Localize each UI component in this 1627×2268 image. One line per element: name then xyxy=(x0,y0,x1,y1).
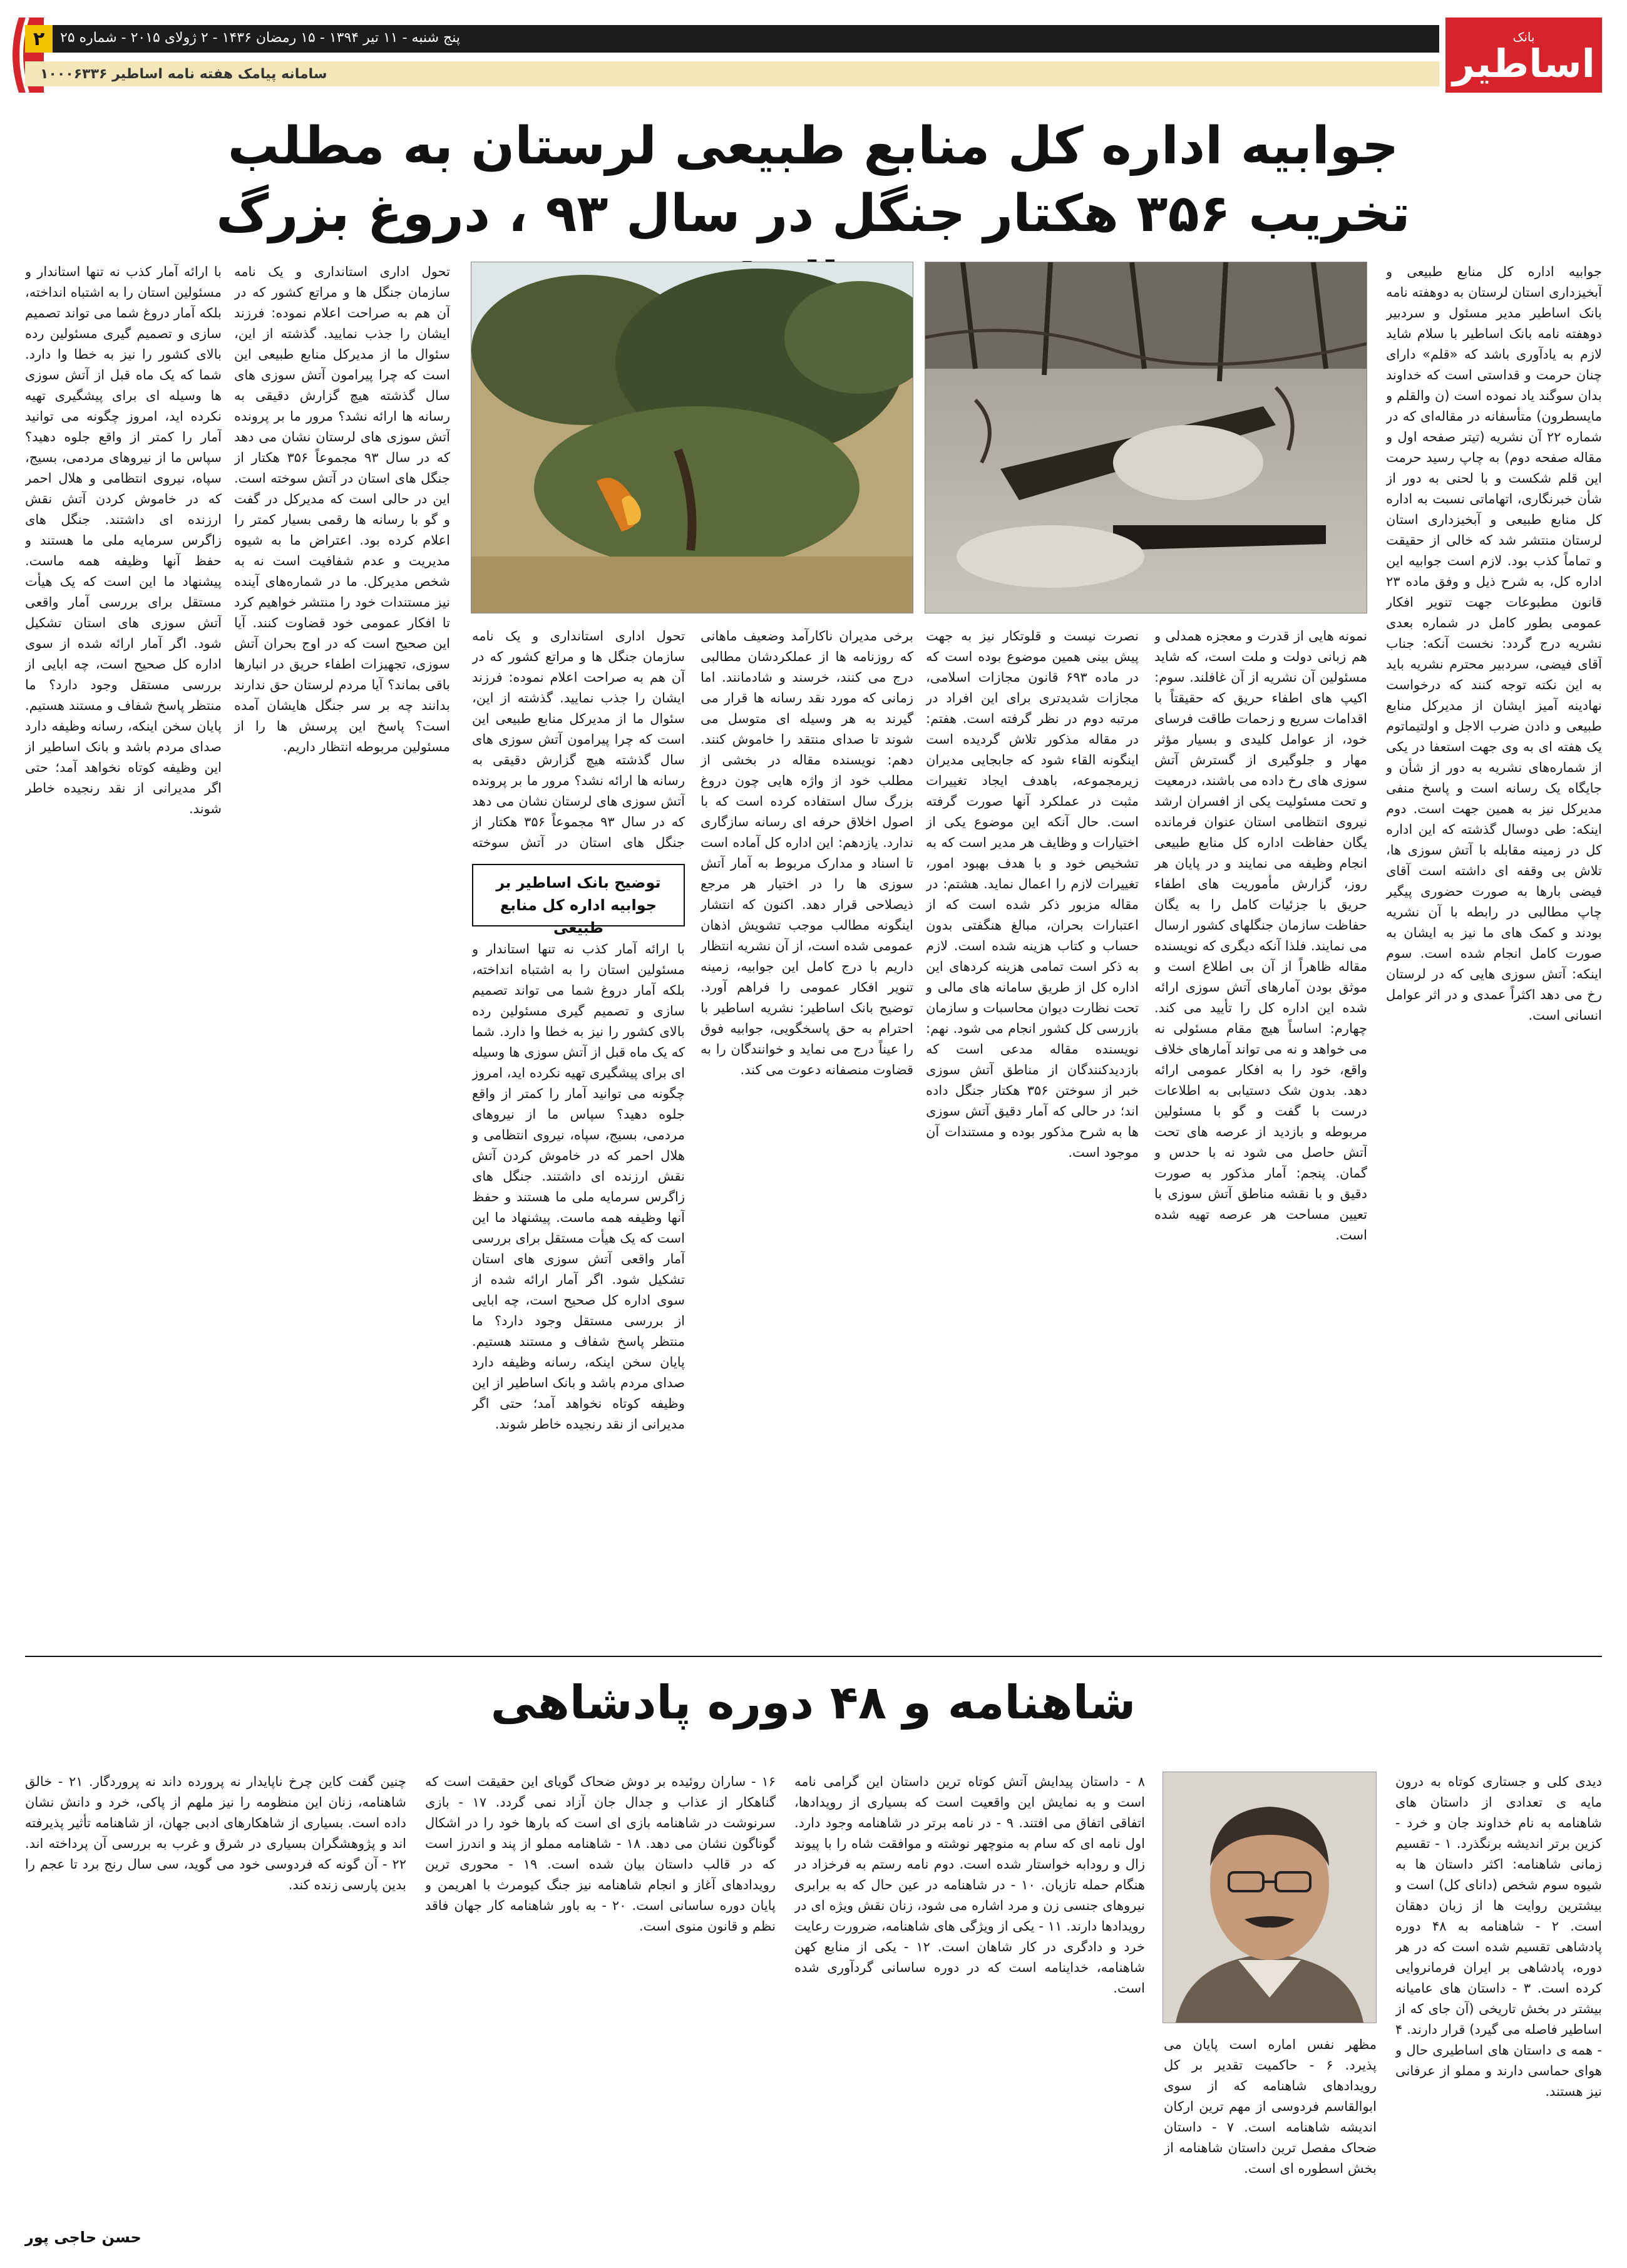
article-column-5-top xyxy=(472,626,685,851)
burnt-forest-image xyxy=(925,262,1367,613)
editor-note-title: توضیح بانک اساطیر بر جوابیه اداره کل منابع طبیعی xyxy=(496,874,661,936)
column-text: برخی مدیران ناکارآمد وضعیف ماهانی که روزنامه ها از عملکردشان مطالبی درج می کنند، خرسند و شادمانند. اما زمانی که مورد نقد رسانه ها قرار می گیرند به هر وسیله ای متوسل می شوند تا صدای منتقد را خاموش کنند. دهم: نویسنده مقاله در بخشی از مطلب خود از واژه هایی چون دروغ بزرگ سال استفاده کرده است که با اصول اخلاق حرفه ای رسانه سازگاری ندارد. یازدهم: این اداره کل آماده است تا اسناد و مدارک مربوط به آمار آتش سوزی ها را در اختیار هر مرجع ذیصلاحی قرار دهد. اکنون که انتشار اینگونه مطالب موجب تشویش اذهان عمومی شده است، از آن نشریه انتظار داریم با درج کامل این جوابیه، زمینه تنویر افکار عمومی را فراهم آورد. توضیح بانک اساطیر: نشریه اساطیر با احترام به حق پاسخگویی، جوابیه فوق را عیناً درج می نماید و خوانندگان را به قضاوت منصفانه دعوت می کند. xyxy=(701,629,913,1077)
tree-fire-photo xyxy=(471,262,913,613)
article2-column-4 xyxy=(425,1772,776,2254)
page-number: ۲ xyxy=(25,25,53,53)
article-column-4 xyxy=(701,626,913,1640)
column-text: با ارائه آمار کذب نه تنها استاندار و مسئولین استان را به اشتباه انداخته، بلکه آمار دروغ شما می تواند تصمیم سازی و تصمیم گیری مسئولین رده بالای کشور را نیز به خطا وا دارد. شما که یک ماه قبل از آتش سوزی ها وسیله ای برای پیشگیری تهیه نکرده اید، امروز چگونه می توانید آمار را کمتر از واقع جلوه دهید؟ سپاس ما از نیروهای مردمی، بسیج، سپاه، نیروی انتظامی و هلال احمر که در خاموش کردن آتش نقش ارزنده ای داشتند. جنگل های زاگرس سرمایه ملی ما هستند و حفظ آنها وظیفه همه ماست. پیشنهاد ما این است که یک هیأت مستقل برای بررسی آمار واقعی آتش سوزی های استان تشکیل شود. اگر آمار ارائه شده از سوی اداره کل صحیح است، چه ابایی از بررسی مستقل وجود دارد؟ ما منتظر پاسخ شفاف و مستند هستیم. پایان سخن اینکه، رسانه وظیفه دارد صدای مردم باشد و بانک اساطیر از این وظیفه کوتاه نخواهد آمد؛ حتی اگر مدیرانی از نقد رنجیده خاطر شوند. xyxy=(25,264,222,816)
column-text: جوابیه اداره کل منابع طبیعی و آبخیزداری استان لرستان به دوهفته نامه بانک اساطیر مدیر مسئول و سردبیر دوهفته نامه بانک اساطیر با سلام شاید لازم به یادآوری باشد که «قلم» دارای چنان حرمت و قداستی است که خداوند بدان سوگند یاد نموده است (ن والقلم و مایسطرون) متأسفانه در مقاله‌ای که در شماره ۲۲ آن نشریه (تیتر صفحه اول و مقاله صفحه دوم) به چاپ رسید حرمت این قلم شکست و با لحنی به دور از شأن خبرنگاری، اتهاماتی نسبت به اداره کل منابع طبیعی و آبخیزداری استان لرستان منتشر شد که خالی از حقیقت و تماماً کذب بود. لازم است جوابیه این اداره کل، به شرح ذیل و وفق ماده ۲۳ قانون مطبوعات جهت تنویر افکار عمومی بطور کامل در شماره بعدی نشریه درج گردد: نخست آنکه: جناب آقای فیضی، سردبیر محترم نشریه باید به این نکته توجه کنند که درخواست نهادینه آمیز ایشان از مدیرکل منابع طبیعی و دادن ضرب الاجل و اولتیماتوم یک هفته ای به وی جهت استعفا در یکی از شماره‌های نشریه به دور از شأن و جایگاه یک رسانه است و پاسخ منفی مدیرکل نیز به همین جهت است. دوم اینکه: طی دوسال گذشته که این اداره کل در زمینه مقابله با آتش سوزی ها، تلاش بی وقفه ای داشته است آقای فیضی بارها به صورت حضوری پیگیر چاپ مطالبی در رابطه با آن نشریه بودند و کمک های ما نیز به ایشان به صورت کامل انجام شده است. سوم اینکه: آتش سوزی هایی که در لرستان رخ می دهد اکثراً عمدی و در اثر عوامل انسانی است. xyxy=(1386,264,1602,1023)
section-divider xyxy=(25,1656,1602,1657)
brand-name: اساطیر xyxy=(1452,41,1595,86)
masthead xyxy=(25,18,1602,93)
article2-column-3 xyxy=(794,1772,1145,2254)
column-text: مظهر نفس اماره است پایان می پذیرد. ۶ - حاکمیت تقدیر بر کل رویدادهای شاهنامه که از سوی ابوالقاسم فردوسی از مهم ترین ارکان اندیشه شاهنامه است. ۷ - داستان ضحاک مفصل ترین داستان شاهنامه از بخش اسطوره ای است. xyxy=(1164,2037,1377,2176)
column-text: نصرت نیست و قلوتکار نیز به جهت پیش بینی همین موضوع بوده است که در ماده ۶۹۳ قانون مجازات اسلامی، مجازات شدیدتری برای این افراد در مرتبه دوم در نظر گرفته است. هفتم: در مقاله مذکور تلاش گردیده است اینگونه القاء شود که جابجایی مدیران زیرمجموعه، باهدف ایجاد تغییرات مثبت در عملکرد آنها صورت گرفته است. حال آنکه این موضوع یکی از اختیارات و وظایف هر مدیر است که به تشخیص خود و با هدف بهبود امور، تغییرات لازم را اعمال نماید. هشتم: در مقاله مزبور ذکر شده است که از اعتبارات بحران، مبالغ هنگفتی بدون حساب و کتاب هزینه شده است. لازم به ذکر است تمامی هزینه کردهای این اداره کل از طریق سامانه های مالی و تحت نظارت دیوان محاسبات و سازمان بازرسی کل کشور انجام می شود. نهم: نویسنده مقاله مدعی است که بازدیدکنندگان از مناطق آتش سوزی خبر از سوختن ۳۵۶ هکتار جنگل داده اند؛ در حالی که آمار دقیق آتش سوزی ها به شرح مذکور بوده و مستندات آن موجود است. xyxy=(926,629,1139,1160)
portrait-image xyxy=(1163,1772,1376,2023)
column-text: چنین گفت کاین چرخ ناپایدار نه پرورده داند نه پروردگار. ۲۱ - خالق شاهنامه، زنان این منظومه را نیز ملهم از پاکی، خرد و دانش نشان داده است. بسیاری از شاهکارهای ادبی جهان، از شاهنامه تأثیر پذیرفته اند و پژوهشگران بسیاری در شرق و غرب به بررسی آن پرداخته اند. ۲۲ - آن گونه که فردوسی خود می گوید، سی سال رنج برد تا عجم را بدین پارسی زنده کند. xyxy=(25,1774,406,1892)
sms-text: سامانه پیامک هفته نامه اساطیر ۱۰۰۰۶۳۳۶ xyxy=(40,66,327,82)
article2-column-1 xyxy=(1395,1772,1602,2254)
column-text: نمونه هایی از قدرت و معجزه همدلی و هم زبانی دولت و ملت است، که شاید مسئولین آن نشریه از آن غافلند. سوم: اکیپ های اطفاء حریق که حقیقتاً با اقدامات سریع و زحمات طاقت فرسای خود، از عوامل کلیدی و بسیار مؤثر مهار و جلوگیری از گسترش آتش سوزی های رخ داده می باشند، درمعیت و تحت مسئولیت یکی از افسران ارشد نیروی انتظامی استان عنوان فرمانده یگان حفاظت اداره کل منابع طبیعی انجام وظیفه می نمایند و در پایان هر روز، گزارش مأموریت های اطفاء حریق با جزئیات کامل را به یگان حفاظت سازمان جنگلهای کشور ارسال می نمایند. فلذا آنکه دیگری که نویسنده مقاله ظاهراً از آن بی اطلاع است و موثق بودن آمارهای آتش سوزی ارائه شده این اداره کل را تأیید می کند. چهارم: اساساً هیچ مقام مسئولی نه می خواهد و نه می تواند آمارهای خلاف واقع، خود را به افکار عمومی ارائه دهد. بدون شک دستیابی به اطلاعات درست با گفت و گو با مسئولین مربوطه و بازدید از عرصه های تحت آتش حاصل می شود نه با حدس و گمان. پنجم: آمار مذکور به صورت دقیق و با نقشه مناطق آتش سوزی با تعیین مساحت هر عرصه تهیه شده است. xyxy=(1154,629,1367,1243)
article-column-2 xyxy=(1154,626,1367,1640)
article2-headline: شاهنامه و ۴۸ دوره پادشاهی xyxy=(490,1676,1136,1730)
article-column-1 xyxy=(1386,262,1602,1639)
article2-column-2 xyxy=(1164,2035,1377,2254)
author-name: حسن حاجی پور xyxy=(25,2229,141,2246)
brand-sub: بانک xyxy=(1512,29,1535,44)
editor-note-box xyxy=(472,864,685,936)
column-text: با ارائه آمار کذب نه تنها استاندار و مسئولین استان را به اشتباه انداخته، بلکه آمار دروغ شما می تواند تصمیم سازی و تصمیم گیری مسئولین رده بالای کشور را نیز به خطا وا دارد. شما که یک ماه قبل از آتش سوزی ها وسیله ای برای پیشگیری تهیه نکرده اید، امروز چگونه می توانید آمار را کمتر از واقع جلوه دهید؟ سپاس ما از نیروهای مردمی، بسیج، سپاه، نیروی انتظامی و هلال احمر که در خاموش کردن آتش نقش ارزنده ای داشتند. جنگل های زاگرس سرمایه ملی ما هستند و حفظ آنها وظیفه همه ماست. پیشنهاد ما این است که یک هیأت مستقل برای بررسی آمار واقعی آتش سوزی های استان تشکیل شود. اگر آمار ارائه شده از سوی اداره کل صحیح است، چه ابایی از بررسی مستقل وجود دارد؟ ما منتظر پاسخ شفاف و مستند هستیم. پایان سخن اینکه، رسانه وظیفه دارد صدای مردم باشد و بانک اساطیر از این وظیفه کوتاه نخواهد آمد؛ حتی اگر مدیرانی از نقد رنجیده خاطر شوند. xyxy=(472,942,685,1432)
column-text: دیدی کلی و جستاری کوتاه به درون مایه ی تعدادی از داستان های شاهنامه به نام خداوند جان و خرد - کزین برتر اندیشه برنگذرد. ۱ - تقسیم زمانی شاهنامه: اکثر داستان ها به شیوه سوم شخص (دانای کل) است و بیشترین روایت ها از زبان دهقان است. ۲ - شاهنامه به ۴۸ دوره پادشاهی تقسیم شده است که در هر دوره، پادشاهی بر ایران فرمانروایی کرده است. ۳ - داستان های عامیانه بیشتر در بخش تاریخی (آن جای که از اساطیر فاصله می گیرد) قرار دارند. ۴ - همه ی داستان های اساطیری حال و هوای حماسی دارند و مملو از عرفانی نیز هستند. xyxy=(1395,1774,1602,2099)
burnt-forest-photo xyxy=(925,262,1367,613)
headline-line-1: جوابیه اداره کل منابع طبیعی لرستان به مطلب xyxy=(227,116,1399,176)
article-column-5-bottom xyxy=(472,939,685,1640)
article2-column-5 xyxy=(25,1772,406,2210)
article-column-5 xyxy=(234,262,450,1639)
author-portrait xyxy=(1163,1772,1377,2023)
sms-banner xyxy=(25,61,1439,86)
column-text: ۸ - داستان پیدایش آتش کوتاه ترین داستان این گرامی نامه است و به نمایش این واقعیت است که بسیاری از رویدادها، اتفاقی اتفاق می افتند. ۹ - در نامه برتر در شاهنامه وجود دارد. اول نامه ای که سام به منوچهر نوشته و موافقت شاه را با پیوند زال و رودابه خواستار شده است. دوم نامه رستم به فرخزاد در هنگام حمله تازیان. ۱۰ - در شاهنامه در عین حال که به برابری نیروهای جنسی زن و مرد اشاره می شود، زنان نقش ویژه ای در رویدادها دارند. ۱۱ - یکی از ویژگی های شاهنامه، ضرورت رعایت خرد و دادگری در کار شاهان است. ۱۲ - یکی از منابع کهن شاهنامه، خداینامه است که در دوره ساسانی گردآوری شده است. xyxy=(794,1774,1145,1996)
article-column-3 xyxy=(926,626,1139,1640)
brand-logo[interactable] xyxy=(1445,18,1602,93)
headline-line-2: تخریب ۳۵۶ هکتار جنگل در سال ۹۳ ، دروغ بزرگ xyxy=(216,184,1410,244)
article-column-6 xyxy=(25,262,222,1639)
column-text: تحول اداری استانداری و یک نامه سازمان جنگل ها و مراتع کشور که در آن هم به صراحت اعلام نموده: فرزند ایشان را جذب نمایید. گذشته از این، سئوال ما از مدیرکل منابع طبیعی این است که چرا پیرامون آتش سوزی های سال گذشته هیچ گزارش دقیقی به رسانه ها ارائه نشد؟ مرور ما بر پرونده آتش سوزی های لرستان نشان می دهد که در سال ۹۳ مجموعاً ۳۵۶ هکتار از جنگل های استان در آتش سوخته xyxy=(472,629,685,850)
date-bar xyxy=(25,25,1439,53)
column-text: ۱۶ - ساران روئیده بر دوش ضحاک گویای این حقیقت است که گناهکار از عذاب و جدال جان آزاد نمی گردد. ۱۷ - بازی سرنوشت در شاهنامه بازی ای است که بارها خود را در اشکال گوناگون نشان می دهد. ۱۸ - شاهنامه مملو از پند و اندرز است که در قالب داستان بیان شده است. ۱۹ - محوری ترین رویدادهای آغاز و انجام شاهنامه نیز جنگ کیومرث با اهریمن و پایان دوره ساسانی است. ۲۰ - به باور شاهنامه کار جهان فاقد نظم و قانون منوی است. xyxy=(425,1774,776,1934)
column-text: تحول اداری استانداری و یک نامه سازمان جنگل ها و مراتع کشور که در آن هم به صراحت اعلام نموده: فرزند ایشان را جذب نمایید. گذشته از این، سئوال ما از مدیرکل منابع طبیعی این است که چرا پیرامون آتش سوزی های سال گذشته هیچ گزارش دقیقی به رسانه ها ارائه نشد؟ مرور ما بر پرونده آتش سوزی های لرستان نشان می دهد که در سال ۹۳ مجموعاً ۳۵۶ هکتار از جنگل های استان در آتش سوخته است. این در حالی است که مدیرکل در گفت و گو با رسانه ها رقمی بسیار کمتر را اعلام کرده بود. اعتراض ما به شیوه مدیریت و عدم شفافیت است نه به شخص مدیرکل. ما در شماره‌های آینده نیز مستندات خود را منتشر خواهیم کرد تا افکار عمومی خود قضاوت کنند. آیا این صحیح است که در اوج بحران آتش سوزی، تجهیزات اطفاء حریق در انبارها باقی بماند؟ آیا مردم لرستان حق ندارند بدانند چه بر سر جنگل هایشان آمده است؟ پاسخ این پرسش ها را از مسئولین مربوطه انتظار داریم. xyxy=(234,264,450,754)
tree-fire-image xyxy=(471,262,913,613)
issue-date: پنج شنبه - ۱۱ تیر ۱۳۹۴ - ۱۵ رمضان ۱۴۳۶ - ۲ ژولای ۲۰۱۵ - شماره ۲۵ xyxy=(60,30,460,46)
